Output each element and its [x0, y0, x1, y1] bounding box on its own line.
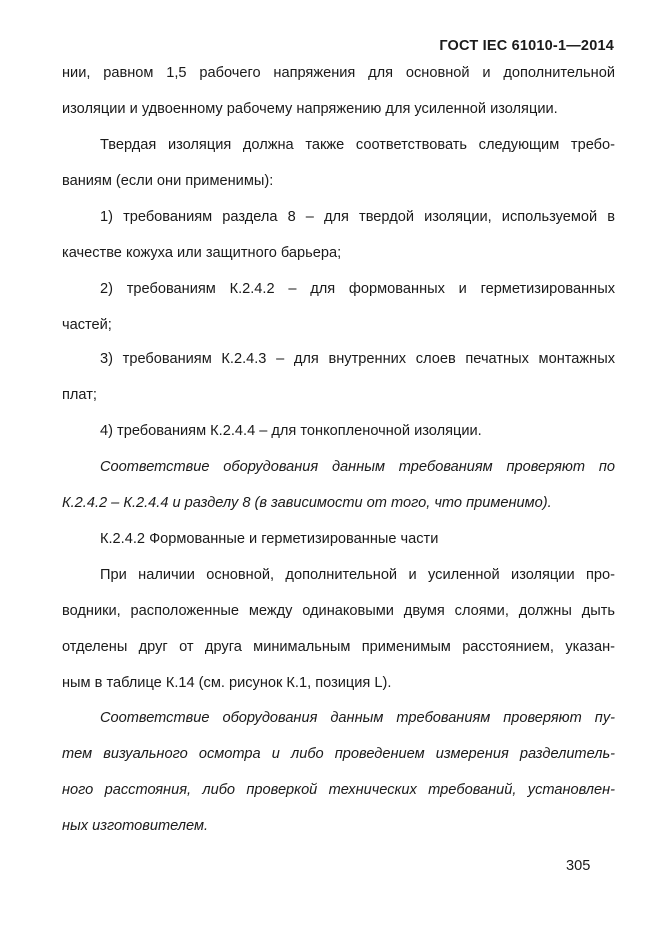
list-item-line: 2) требованиям К.2.4.2 – для формованных и герметизированных: [100, 281, 615, 297]
compliance-text-line: Соответствие оборудования данным требованиям проверяют по: [100, 459, 615, 475]
body-text-line: изоляции и удвоенному рабочему напряжению для усиленной изоляции.: [62, 101, 558, 117]
compliance-text-line: ных изготовителем.: [62, 818, 209, 834]
body-text-line: При наличии основной, дополнительной и усиленной изоляции про-: [100, 567, 615, 583]
body-text-line: ным в таблице К.14 (см. рисунок К.1, позиция L).: [62, 675, 392, 691]
body-text-line: Твердая изоляция должна также соответствовать следующим требо-: [100, 137, 615, 153]
list-item-line: частей;: [62, 317, 112, 333]
list-item-line: 3) требованиям К.2.4.3 – для внутренних слоев печатных монтажных: [100, 351, 615, 367]
body-text-line: водники, расположенные между одинаковыми двумя слоями, должны дыть: [62, 603, 615, 619]
list-item-line: 4) требованиям К.2.4.4 – для тонкопленочной изоляции.: [100, 423, 482, 439]
compliance-text-line: Соответствие оборудования данным требованиям проверяют пу-: [100, 710, 615, 726]
body-text-line: нии, равном 1,5 рабочего напряжения для основной и дополнительной: [62, 65, 615, 81]
body-text-line: отделены друг от друга минимальным применимым расстоянием, указан-: [62, 639, 615, 655]
compliance-text-line: К.2.4.2 – К.2.4.4 и разделу 8 (в зависимости от того, что применимо).: [62, 495, 552, 511]
list-item-line: качестве кожуха или защитного барьера;: [62, 245, 342, 261]
page-number: 305: [566, 858, 591, 874]
body-text-line: ваниям (если они применимы):: [62, 173, 274, 189]
compliance-text-line: тем визуального осмотра и либо проведением измерения разделитель-: [62, 746, 615, 762]
compliance-text-line: ного расстояния, либо проверкой технических требований, установлен-: [62, 782, 615, 798]
list-item-line: плат;: [62, 387, 97, 403]
document-header: ГОСТ IEC 61010-1—2014: [439, 38, 614, 54]
section-heading: К.2.4.2 Формованные и герметизированные части: [100, 531, 439, 547]
list-item-line: 1) требованиям раздела 8 – для твердой изоляции, используемой в: [100, 209, 615, 225]
